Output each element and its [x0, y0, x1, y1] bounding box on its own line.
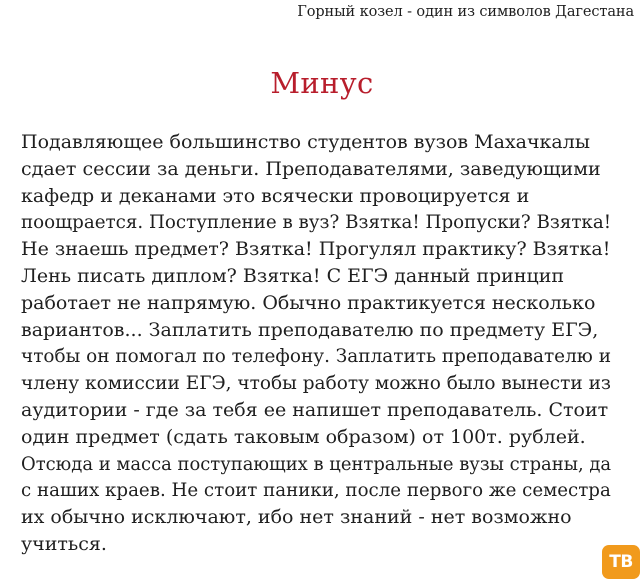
running-header: Горный козел - один из символов Дагестана: [297, 4, 634, 20]
text-line: члену комиссии ЕГЭ, чтобы работу можно было вынести из: [21, 372, 611, 395]
text-line: аудитории - где за тебя ее напишет преподаватель. Стоит: [21, 398, 609, 421]
text-line: их обычно исключают, ибо нет знаний - нет возможно: [21, 506, 572, 529]
text-line: один предмет (сдать таковым образом) от 100т. рублей.: [21, 425, 586, 448]
text-line: с наших краев. Не стоит паники, после первого же семестра: [21, 479, 611, 502]
text-line: Не знаешь предмет? Взятка! Прогулял практику? Взятка!: [21, 238, 611, 261]
text-line: Отсюда и масса поступающих в центральные вузы страны, да: [21, 452, 612, 475]
text-line: чтобы он помогал по телефону. Заплатить преподавателю и: [21, 345, 611, 368]
text-line: работает не напрямую. Обычно практикуется несколько: [21, 291, 596, 314]
watermark-logo: ТВ: [602, 545, 640, 579]
text-line: кафедр и деканами это всячески провоцируется и: [21, 184, 530, 207]
text-line: вариантов... Заплатить преподавателю по предмету ЕГЭ,: [21, 318, 599, 341]
text-line: учиться.: [21, 532, 107, 555]
text-line: Лень писать диплом? Взятка! С ЕГЭ данный принцип: [21, 264, 565, 287]
section-title: Минус: [270, 66, 374, 100]
text-line: Подавляющее большинство студентов вузов Махачкалы: [21, 131, 590, 153]
text-line: сдает сессии за деньги. Преподавателями, заведующими: [21, 157, 601, 180]
article-body: [21, 129, 611, 558]
text-line: поощрается. Поступление в вуз? Взятка! Пропуски? Взятка!: [21, 211, 612, 234]
